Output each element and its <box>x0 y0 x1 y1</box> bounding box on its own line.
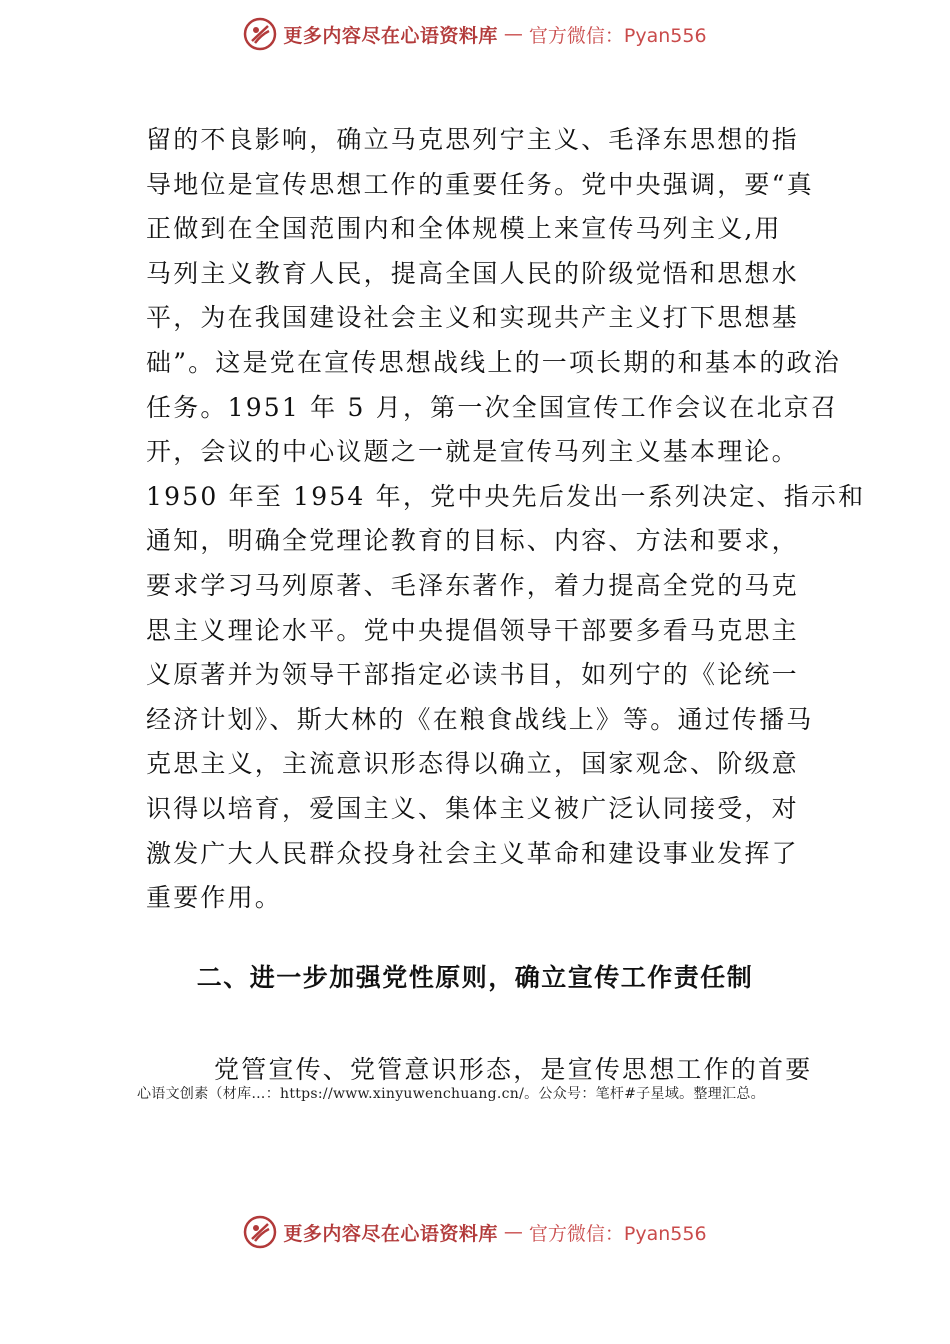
body-line: 任务。1951 年 5 月，第一次全国宣传工作会议在北京召 <box>146 392 839 422</box>
source-footnote: 心语文创素（材库…：https://www.xinyuwenchuang.cn/。公众号：笔杆#子星域。整理汇总。 <box>137 1086 765 1102</box>
body-line: 义原著并为领导干部指定必读书目，如列宁的《论统一 <box>146 660 799 690</box>
banner-dash: — <box>503 23 523 45</box>
body-line: 经济计划》、斯大林的《在粮食战线上》等。通过传播马 <box>146 704 814 734</box>
banner-dash: — <box>503 1221 523 1243</box>
banner-contact-text: 官方微信：Pyan556 <box>528 1222 707 1245</box>
body-line: 重要作用。 <box>146 883 283 913</box>
body-line: 平，为在我国建设社会主义和实现共产主义打下思想基 <box>146 303 799 333</box>
body-paragraph <box>146 118 866 921</box>
body-line: 识得以培育，爱国主义、集体主义被广泛认同接受，对 <box>146 793 799 823</box>
banner-contact-text: 官方微信：Pyan556 <box>528 24 707 47</box>
banner-main-text: 更多内容尽在心语资料库 <box>283 24 498 47</box>
header-watermark-banner <box>0 14 950 54</box>
body-line: 克思主义，主流意识形态得以确立，国家观念、阶级意 <box>146 749 799 779</box>
body-line: 开，会议的中心议题之一就是宣传马列主义基本理论。 <box>146 437 799 467</box>
body-line: 1950 年至 1954 年，党中央先后发出一系列决定、指示和 <box>146 481 866 511</box>
body-line: 马列主义教育人民，提高全国人民的阶级觉悟和思想水 <box>146 258 799 288</box>
body-line: 思主义理论水平。党中央提倡领导干部要多看马克思主 <box>146 615 799 645</box>
brand-logo-icon <box>243 17 277 51</box>
body-line: 正做到在全国范围内和全体规模上来宣传马列主义,用 <box>146 214 782 244</box>
body-line: 通知，明确全党理论教育的目标、内容、方法和要求， <box>146 526 799 556</box>
brand-logo-icon <box>243 1215 277 1249</box>
body-line: 导地位是宣传思想工作的重要任务。党中央强调，要“真 <box>146 169 814 199</box>
body-line: 础”。这是党在宣传思想战线上的一项长期的和基本的政治 <box>146 347 841 377</box>
paragraph-two-first-line: 党管宣传、党管意识形态，是宣传思想工作的首要 <box>214 1055 813 1084</box>
body-line: 留的不良影响，确立马克思列宁主义、毛泽东思想的指 <box>146 125 799 154</box>
banner-main-text: 更多内容尽在心语资料库 <box>283 1222 498 1245</box>
section-heading: 二、进一步加强党性原则，确立宣传工作责任制 <box>196 963 754 992</box>
footer-watermark-banner <box>0 1212 950 1252</box>
body-line: 激发广大人民群众投身社会主义革命和建设事业发挥了 <box>146 838 799 868</box>
body-line: 要求学习马列原著、毛泽东著作，着力提高全党的马克 <box>146 570 799 600</box>
